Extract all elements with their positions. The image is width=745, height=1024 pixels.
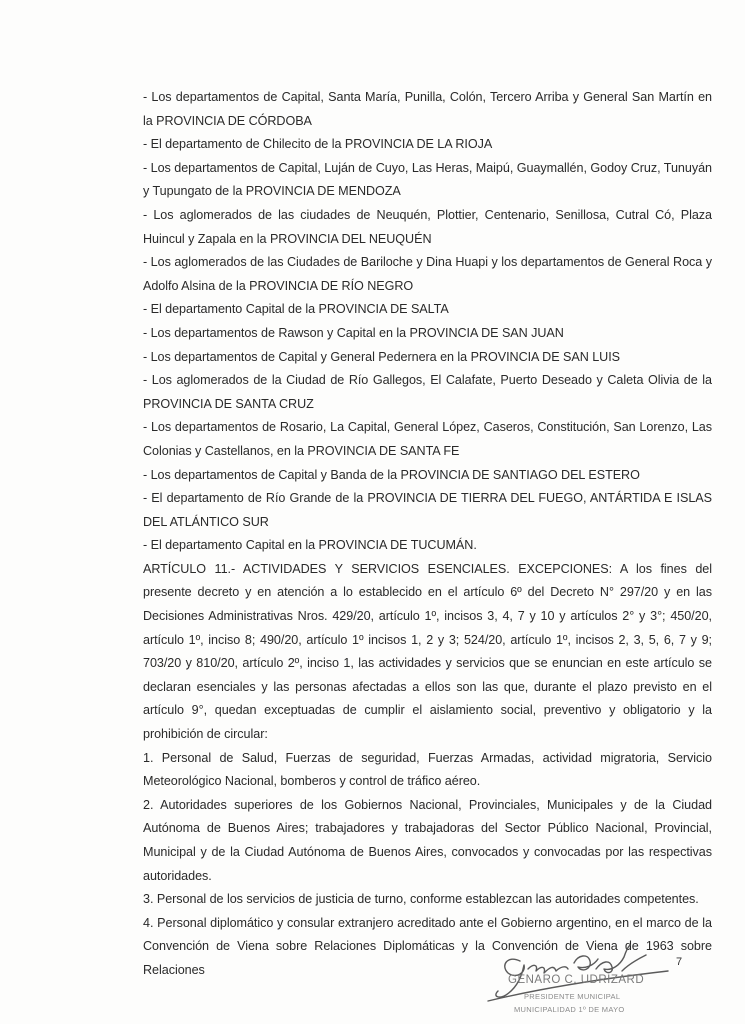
signature-stamp (478, 935, 678, 1020)
paragraph-tierra-del-fuego: - El departamento de Río Grande de la PROVINCIA DE TIERRA DEL FUEGO, ANTÁRTIDA E ISLAS DEL ATLÁNTICO SUR (143, 491, 712, 529)
paragraph-san-juan: - Los departamentos de Rawson y Capital en la PROVINCIA DE SAN JUAN (143, 325, 564, 340)
page-number: 7 (676, 956, 683, 968)
list-item-1: 1. Personal de Salud, Fuerzas de seguridad, Fuerzas Armadas, actividad migratoria, Servicio Meteorológico Nacional, bomberos y control de tráfico aéreo. (143, 750, 712, 789)
paragraph-neuquen: - Los aglomerados de las ciudades de Neuquén, Plottier, Centenario, Senillosa, Cutral Có, Plaza Huincul y Zapala en la PROVINCIA DEL NEUQUÉN (143, 207, 712, 246)
document-body (143, 86, 712, 983)
paragraph-santa-cruz: - Los aglomerados de la Ciudad de Río Gallegos, El Calafate, Puerto Deseado y Caleta Olivia de la PROVINCIA DE SANTA CRUZ (143, 373, 712, 411)
paragraph-la-rioja: - El departamento de Chilecito de la PROVINCIA DE LA RIOJA (143, 137, 493, 152)
paragraph-san-luis: - Los departamentos de Capital y General Pedernera en la PROVINCIA DE SAN LUIS (143, 349, 620, 364)
stamp-title: PRESIDENTE MUNICIPAL (524, 992, 621, 1001)
paragraph-rio-negro: - Los aglomerados de las Ciudades de Bariloche y Dina Huapi y los departamentos de General Roca y Adolfo Alsina de la PROVINCIA DE RÍO NEGRO (143, 255, 712, 293)
list-item-4: 4. Personal diplomático y consular extranjero acreditado ante el Gobierno argentino, en el marco de la Convención de Viena sobre Relaciones Diplomáticas y la Convención de Viena de 1963 sobre Relaciones (143, 915, 712, 977)
paragraph-salta: - El departamento Capital de la PROVINCIA DE SALTA (143, 302, 449, 317)
paragraph-cordoba: - Los departamentos de Capital, Santa María, Punilla, Colón, Tercero Arriba y General San Martín en la PROVINCIA DE CÓRDOBA (143, 90, 712, 128)
paragraph-tucuman: - El departamento Capital en la PROVINCIA DE TUCUMÁN. (143, 538, 477, 553)
paragraph-santa-fe: - Los departamentos de Rosario, La Capital, General López, Caseros, Constitución, San Lorenzo, Las Colonias y Castellanos, en la PROVINCIA DE SANTA FE (143, 420, 712, 458)
paragraph-mendoza: - Los departamentos de Capital, Luján de Cuyo, Las Heras, Maipú, Guaymallén, Godoy Cruz, Tunuyán y Tupungato de la PROVINCIA DE MENDOZA (143, 160, 712, 199)
stamp-organization: MUNICIPALIDAD 1º DE MAYO (514, 1005, 625, 1014)
paragraph-articulo-11: ARTÍCULO 11.- ACTIVIDADES Y SERVICIOS ESENCIALES. EXCEPCIONES: A los fines del presente decreto y en atención a lo establecido en el artículo 6º del Decreto N° 297/20 y en las Decisiones Administrativas Nros. 429/20, artículo 1º, incisos 3, 4, 7 y 10 y artículos 2° y 3°; 450/20, artículo 1º, inciso 8; 490/20, artículo 1º incisos 1, 2 y 3; 524/20, artículo 1º, incisos 2, 3, 5, 6, 7 y 9; 703/20 y 810/20, artículo 2º, inciso 1, las actividades y servicios que se enuncian en este artículo se declaran esenciales y las personas afectadas a ellos son las que, durante el plazo previsto en el artículo 9°, quedan exceptuadas de cumplir el aislamiento social, preventivo y obligatorio y la prohibición de circular: (143, 561, 712, 742)
paragraph-santiago-del-estero: - Los departamentos de Capital y Banda de la PROVINCIA DE SANTIAGO DEL ESTERO (143, 467, 640, 482)
stamp-name: GENARO C. UDRIZARD (508, 974, 645, 986)
list-item-3: 3. Personal de los servicios de justicia de turno, conforme establezcan las autoridades competentes. (143, 892, 699, 907)
list-item-2: 2. Autoridades superiores de los Gobiernos Nacional, Provinciales, Municipales y de la Ciudad Autónoma de Buenos Aires; trabajadores y trabajadoras del Sector Público Nacional, Provincial, Municipal y de la Ciudad Autónoma de Buenos Aires, convocados y convocadas por las respectivas autoridades. (143, 797, 712, 883)
